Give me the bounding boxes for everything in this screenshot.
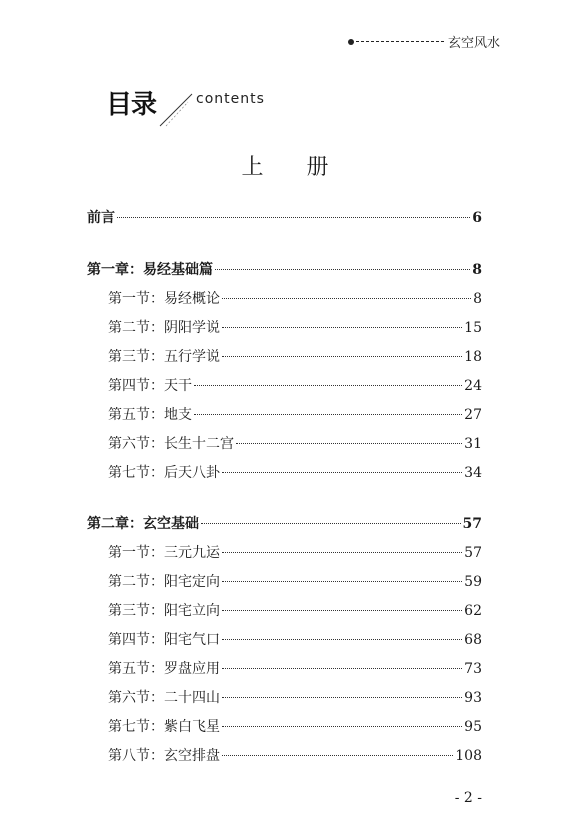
toc-entry-section[interactable] <box>108 717 482 737</box>
toc-entry-section[interactable] <box>108 688 482 708</box>
dot-leader <box>222 610 462 611</box>
toc-heading-cn: 目录 <box>106 90 157 120</box>
toc-entry-label: 第六节：长生十二宫 <box>108 436 234 452</box>
toc-entry-page: 24 <box>464 378 482 394</box>
toc-entry-label: 第五节：地支 <box>108 407 192 423</box>
toc-entry-section[interactable] <box>108 347 482 367</box>
dot-leader <box>215 269 470 270</box>
toc-entry-page: 95 <box>464 719 482 735</box>
dot-leader <box>222 755 453 756</box>
toc-entry-section[interactable] <box>108 659 482 679</box>
toc-entry-chapter-2[interactable] <box>87 514 482 534</box>
diagonal-line-icon <box>158 92 194 128</box>
toc-entry-label: 第五节：罗盘应用 <box>108 661 220 677</box>
toc-entry-label: 第七节：后天八卦 <box>108 465 220 481</box>
bullet-dot-icon <box>348 39 354 45</box>
toc-entry-page: 27 <box>464 407 482 423</box>
toc-entry-section[interactable] <box>108 318 482 338</box>
toc-entry-label: 第一节：易经概论 <box>108 291 220 307</box>
toc-entry-page: 59 <box>464 574 482 590</box>
dot-leader <box>222 726 462 727</box>
dot-leader <box>222 552 462 553</box>
dot-leader <box>236 443 462 444</box>
running-header <box>348 32 500 51</box>
toc-entry-section[interactable] <box>108 405 482 425</box>
toc-entry-page: 15 <box>464 320 482 336</box>
dot-leader <box>117 217 470 218</box>
toc-entry-page: 108 <box>455 748 482 764</box>
toc-entry-page: 31 <box>464 436 482 452</box>
dot-leader <box>222 581 462 582</box>
toc-entry-section[interactable] <box>108 746 482 766</box>
dot-leader <box>222 472 462 473</box>
toc-entry-page: 57 <box>464 545 482 561</box>
toc-entry-label: 第八节：玄空排盘 <box>108 748 220 764</box>
dot-leader <box>222 298 471 299</box>
toc-entry-label: 第四节：阳宅气口 <box>108 632 220 648</box>
toc-entry-label: 第六节：二十四山 <box>108 690 220 706</box>
toc-entry-section[interactable] <box>108 463 482 483</box>
toc-entry-page: 8 <box>472 262 482 278</box>
header-dashed-rule <box>356 41 444 42</box>
toc-entry-page: 68 <box>464 632 482 648</box>
volume-title: 上 册 <box>241 155 347 180</box>
toc-entry-section[interactable] <box>108 630 482 650</box>
toc-heading <box>106 92 265 118</box>
toc-entry-preface[interactable] <box>87 208 482 228</box>
toc-entry-label: 第一节：三元九运 <box>108 545 220 561</box>
toc-entry-section[interactable] <box>108 572 482 592</box>
toc-entry-page: 18 <box>464 349 482 365</box>
toc-entry-page: 34 <box>464 465 482 481</box>
toc-entry-page: 8 <box>473 291 482 307</box>
dot-leader <box>201 523 461 524</box>
toc-entry-page: 73 <box>464 661 482 677</box>
dot-leader <box>194 414 462 415</box>
toc-entry-section[interactable] <box>108 289 482 309</box>
toc-entry-page: 93 <box>464 690 482 706</box>
toc-entry-label: 第三节：五行学说 <box>108 349 220 365</box>
toc-entry-label: 前言 <box>87 210 115 226</box>
toc-entry-label: 第一章：易经基础篇 <box>87 262 213 278</box>
dot-leader <box>194 385 462 386</box>
toc-heading-en: contents <box>196 91 265 107</box>
page-number: - 2 - <box>454 790 482 806</box>
header-title: 玄空风水 <box>447 36 500 51</box>
toc-entry-section[interactable] <box>108 601 482 621</box>
toc-entry-page: 6 <box>472 210 482 226</box>
toc-entry-section[interactable] <box>108 376 482 396</box>
dot-leader <box>222 668 462 669</box>
toc-entry-page: 57 <box>462 516 482 532</box>
dot-leader <box>222 356 462 357</box>
toc-entry-label: 第四节：天干 <box>108 378 192 394</box>
toc-entry-label: 第二章：玄空基础 <box>87 516 199 532</box>
toc-entry-label: 第七节：紫白飞星 <box>108 719 220 735</box>
toc-entry-section[interactable] <box>108 434 482 454</box>
toc-entry-label: 第三节：阳宅立向 <box>108 603 220 619</box>
dot-leader <box>222 697 462 698</box>
toc-entry-chapter-1[interactable] <box>87 260 482 280</box>
toc-entry-label: 第二节：阴阳学说 <box>108 320 220 336</box>
toc-entry-label: 第二节：阳宅定向 <box>108 574 220 590</box>
toc-entry-page: 62 <box>464 603 482 619</box>
dot-leader <box>222 327 462 328</box>
dot-leader <box>222 639 462 640</box>
toc-entry-section[interactable] <box>108 543 482 563</box>
